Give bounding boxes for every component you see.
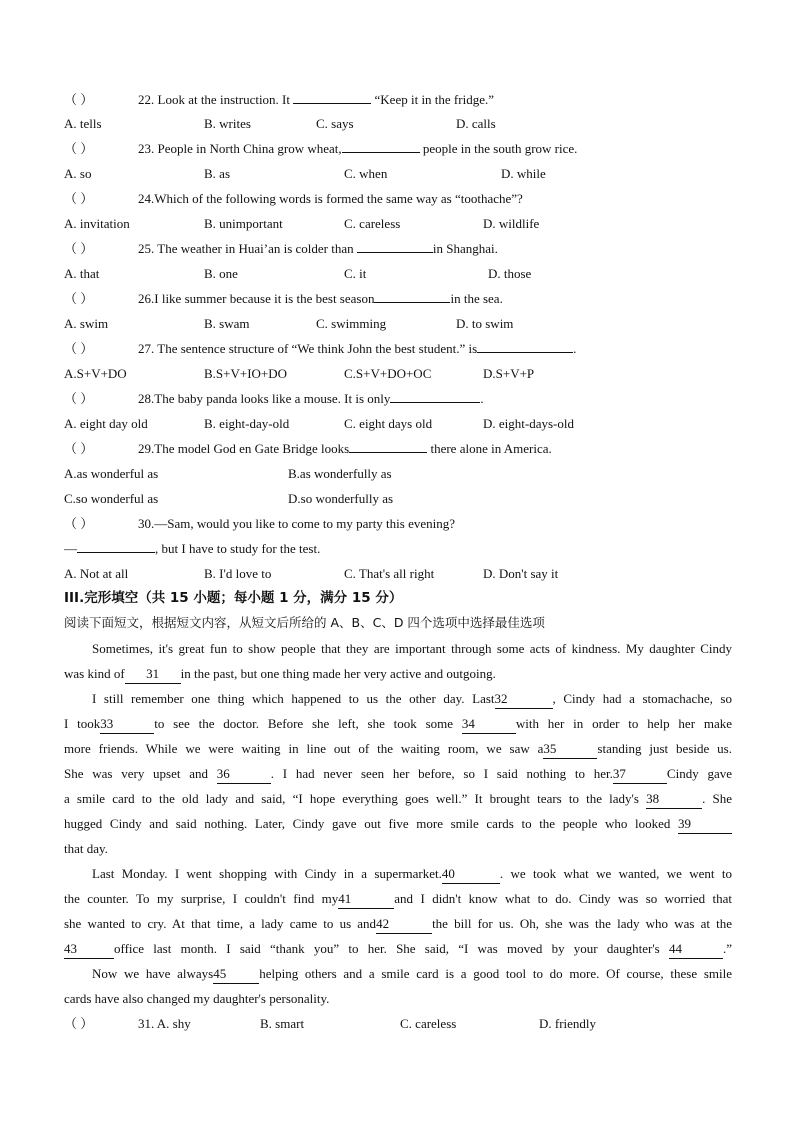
passage-line: She was very upset and 36 . I had never seen her before, so I said nothing to her.37 Cindy gave bbox=[64, 762, 732, 786]
passage-line: that day. bbox=[64, 841, 108, 856]
blank-34[interactable]: 34 bbox=[462, 715, 516, 734]
options-24: A. invitation B. unimportant C. careless D. wildlife bbox=[64, 216, 540, 231]
passage-line: I took33 to see the doctor. Before she left, she took some 34 with her in order to help her make bbox=[64, 712, 732, 736]
answer-blank[interactable] bbox=[349, 437, 427, 453]
question-28: （ ） 28.The baby panda looks like a mouse. It is only . bbox=[64, 387, 732, 411]
passage-line: was kind of 31 in the past, but one thing made her very active and outgoing. bbox=[64, 662, 732, 686]
blank-36[interactable]: 36 bbox=[217, 765, 271, 784]
question-24: （ ） 24.Which of the following words is formed the same way as “toothache”? bbox=[64, 191, 523, 206]
options-25: A. that B. one C. it D. those bbox=[64, 266, 532, 281]
passage-line: Now we have always45 helping others and a smile card is a good tool to do more. Of course, these smile bbox=[64, 962, 732, 986]
question-30-reply: — , but I have to study for the test. bbox=[64, 537, 732, 561]
blank-45[interactable]: 45 bbox=[213, 965, 259, 984]
question-31: （ ） 31. A. shy B. smart C. careless D. friendly bbox=[64, 1012, 732, 1036]
question-30: （ ） 30.—Sam, would you like to come to my party this evening? bbox=[64, 516, 456, 531]
question-26: （ ） 26.I like summer because it is the best season in the sea. bbox=[64, 287, 732, 311]
question-22: （ ） 22. Look at the instruction. It “Keep it in the fridge.” bbox=[64, 88, 732, 112]
blank-44[interactable]: 44 bbox=[669, 940, 723, 959]
blank-33[interactable]: 33 bbox=[100, 715, 154, 734]
question-29: （ ） 29.The model God en Gate Bridge looks there alone in America. bbox=[64, 437, 732, 461]
options-27: A.S+V+DO B.S+V+IO+DO C.S+V+DO+OC D.S+V+P bbox=[64, 366, 535, 381]
options-29-row1: A.as wonderful as B.as wonderfully as bbox=[64, 466, 392, 481]
passage-line: Last Monday. I went shopping with Cindy in a supermarket.40 . we took what we wanted, we went to bbox=[64, 862, 732, 886]
passage-line: more friends. While we were waiting in line out of the waiting room, we saw a35 standing just beside us. bbox=[64, 737, 732, 761]
answer-paren: （ ） bbox=[64, 92, 94, 107]
blank-31[interactable]: 31 bbox=[125, 665, 181, 684]
options-28: A. eight day old B. eight-day-old C. eight days old D. eight-days-old bbox=[64, 416, 574, 431]
blank-37[interactable]: 37 bbox=[613, 765, 667, 784]
blank-40[interactable]: 40 bbox=[442, 865, 500, 884]
answer-blank[interactable] bbox=[390, 387, 480, 403]
options-22: A. tells B. writes C. says D. calls bbox=[64, 116, 496, 131]
answer-paren: （ ） bbox=[64, 1016, 94, 1031]
blank-41[interactable]: 41 bbox=[338, 890, 394, 909]
answer-blank[interactable] bbox=[77, 537, 155, 553]
answer-blank[interactable] bbox=[374, 287, 450, 303]
answer-blank[interactable] bbox=[342, 137, 420, 153]
passage-line: she wanted to cry. At that time, a lady came to us and42 the bill for us. Oh, she was the lady who was at the bbox=[64, 912, 732, 936]
blank-39[interactable]: 39 bbox=[678, 815, 732, 834]
passage-line: I still remember one thing which happened to us the other day. Last32 , Cindy had a stomachache, so bbox=[64, 687, 732, 711]
options-29-row2: C.so wonderful as D.so wonderfully as bbox=[64, 491, 394, 506]
passage-line: the counter. To my surprise, I couldn't find my41 and I didn't know what to do. Cindy was so worried that bbox=[64, 887, 732, 911]
options-26: A. swim B. swam C. swimming D. to swim bbox=[64, 316, 514, 331]
blank-38[interactable]: 38 bbox=[646, 790, 702, 809]
section-instruction: 阅读下面短文，根据短文内容，从短文后所给的 A、B、C、D 四个选项中选择最佳选项 bbox=[64, 615, 545, 630]
blank-43[interactable]: 43 bbox=[64, 940, 114, 959]
question-23: （ ） 23. People in North China grow wheat, people in the south grow rice. bbox=[64, 137, 732, 161]
answer-blank[interactable] bbox=[477, 337, 573, 353]
question-27: （ ） 27. The sentence structure of “We think John the best student.” is . bbox=[64, 337, 732, 361]
blank-32[interactable]: 32 bbox=[495, 690, 553, 709]
question-25: （ ） 25. The weather in Huai’an is colder than in Shanghai. bbox=[64, 237, 732, 261]
blank-35[interactable]: 35 bbox=[543, 740, 597, 759]
passage-line: hugged Cindy and said nothing. Later, Cindy gave out five more smile cards to the people who looked 39 bbox=[64, 812, 732, 836]
passage-line: 43 office last month. I said “thank you” to her. She said, “I was moved by your daughter's 44 .” bbox=[64, 937, 732, 961]
options-23: A. so B. as C. when D. while bbox=[64, 166, 546, 181]
passage-line: a smile card to the old lady and said, “I hope everything goes well.” It brought tears to the lady's 38 . She bbox=[64, 787, 732, 811]
blank-42[interactable]: 42 bbox=[376, 915, 432, 934]
answer-blank[interactable] bbox=[293, 88, 371, 104]
answer-blank[interactable] bbox=[357, 237, 433, 253]
section-heading: III.完形填空（共 15 小题；每小题 1 分，满分 15 分） bbox=[64, 590, 403, 606]
passage-line: Sometimes, it's great fun to show people that they are important through some acts of kindness. My daughter Cindy bbox=[92, 641, 732, 656]
options-30: A. Not at all B. I'd love to C. That's all right D. Don't say it bbox=[64, 566, 559, 581]
passage-line: cards have also changed my daughter's personality. bbox=[64, 991, 330, 1006]
